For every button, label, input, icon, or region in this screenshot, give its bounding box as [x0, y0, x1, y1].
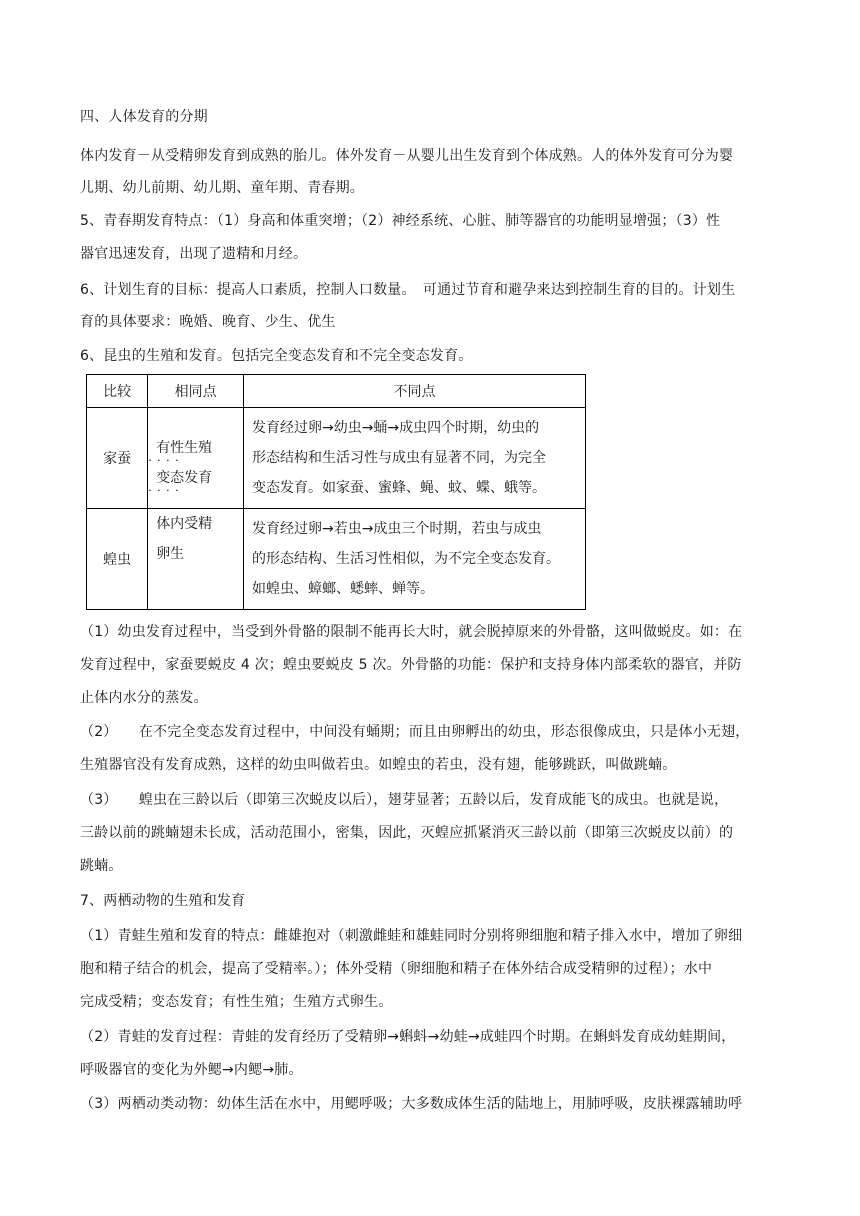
paragraph-line: （1）青蛙生殖和发育的特点：雌雄抱对（刺激雌蛙和雄蛙同时分别将卵细胞和精子排入水中，增加了卵细	[80, 928, 743, 944]
table-cell-name: 家蚕	[87, 408, 148, 509]
diff-line: 变态发育。如家蚕、蜜蜂、蝇、蚊、蝶、蛾等。	[251, 480, 546, 496]
same-point-line: 变态发育 · ·	[148, 463, 243, 493]
table-cell-diff	[243, 408, 585, 509]
table-header-row	[87, 375, 586, 408]
section-heading: 四、人体发育的分期	[80, 109, 208, 125]
paragraph-line: 三龄以前的跳蝻翅未长成，活动范围小，密集，因此，灭蝗应抓紧消灭三龄以前（即第三次蜕皮以前）的	[80, 825, 734, 841]
paragraph-line: 跳蝻。	[80, 858, 123, 874]
diff-line: 的形态结构、生活习性相似，为不完全变态发育。	[251, 551, 560, 567]
table-row	[87, 408, 586, 509]
paragraph-line: 器官迅速发育，出现了遗精和月经。	[80, 246, 308, 262]
table-header-cell: 比较	[87, 375, 148, 408]
paragraph-line: （2） 在不完全变态发育过程中，中间没有蛹期；而且由卵孵出的幼虫，形态很像成虫，只是体小无翅，	[80, 724, 750, 740]
table-row	[87, 509, 586, 610]
table-header-cell: 不同点	[243, 375, 585, 408]
paragraph-line: 5、青春期发育特点：（1）身高和体重突增；（2）神经系统、心脏、肺等器官的功能明显增强；（3）性	[80, 213, 721, 229]
paragraph-line: （3）两栖动类动物：幼体生活在水中，用鳃呼吸；大多数成体生活的陆地上，用肺呼吸，皮肤裸露辅助呼	[80, 1096, 743, 1112]
paragraph-line: 6、计划生育的目标：提高人口素质，控制人口数量。 可通过节育和避孕来达到控制生育的目的。计划生	[80, 282, 736, 298]
comparison-table	[86, 374, 586, 610]
paragraph-line: 呼吸器官的变化为外鳃→内鳃→肺。	[80, 1062, 303, 1078]
table-cell-same-top	[148, 408, 244, 509]
paragraph-line: 止体内水分的蒸发。	[80, 690, 208, 706]
table-cell-same-bottom	[148, 509, 244, 610]
same-point-line: 有性生殖 · ·	[148, 433, 243, 463]
paragraph-line: （3） 蝗虫在三龄以后（即第三次蜕皮以后），翅芽显著；五龄以后，发育成能飞的成虫。也就是说，	[80, 792, 729, 808]
paragraph-line: 儿期、幼儿前期、幼儿期、童年期、青春期。	[80, 180, 364, 196]
paragraph-line: 体内发育－从受精卵发育到成熟的胎儿。体外发育－从婴儿出生发育到个体成熟。人的体外发育可分为婴	[80, 148, 734, 164]
diff-line: 如蝗虫、蟑螂、蟋蟀、蝉等。	[251, 581, 434, 597]
paragraph-line: 完成受精；变态发育；有性生殖；生殖方式卵生。	[80, 994, 393, 1010]
table-cell-diff	[243, 509, 585, 610]
paragraph-line: 胞和精子结合的机会，提高了受精率。）；体外受精（卵细胞和精子在体外结合成受精卵的过程）；水中	[80, 961, 713, 977]
paragraph-line: 生殖器官没有发育成熟，这样的幼虫叫做若虫。如蝗虫的若虫，没有翅，能够跳跃，叫做跳蝻。	[80, 757, 677, 773]
diff-line: 发育经过卵→幼虫→蛹→成虫四个时期，幼虫的	[251, 420, 540, 436]
paragraph-line: （1）幼虫发育过程中，当受到外骨骼的限制不能再长大时，就会脱掉原来的外骨骼，这叫做蜕皮。如：在	[80, 624, 743, 640]
paragraph-line: 育的具体要求：晚婚、晚育、少生、优生	[80, 314, 336, 330]
paragraph-line: （2）青蛙的发育过程：青蛙的发育经历了受精卵→蝌蚪→幼蛙→成蛙四个时期。在蝌蚪发育成幼蛙期间，	[80, 1029, 736, 1045]
table-cell-name: 蝗虫	[87, 509, 148, 610]
same-point-line: 体内受精	[156, 516, 213, 532]
section-heading: 7、两栖动物的生殖和发育	[80, 893, 246, 909]
diff-line: 发育经过卵→若虫→成虫三个时期，若虫与成虫	[251, 521, 542, 537]
paragraph-line: 6、昆虫的生殖和发育。包括完全变态发育和不完全变态发育。	[80, 348, 473, 364]
same-point-line: 卵生	[156, 546, 185, 562]
paragraph-line: 发育过程中，家蚕要蜕皮 4 次；蝗虫要蜕皮 5 次。外骨骼的功能：保护和支持身体内部柔软的器官，并防	[80, 657, 742, 673]
diff-line: 形态结构和生活习性与成虫有显著不同，为完全	[251, 450, 546, 466]
table-header-cell: 相同点	[148, 375, 244, 408]
